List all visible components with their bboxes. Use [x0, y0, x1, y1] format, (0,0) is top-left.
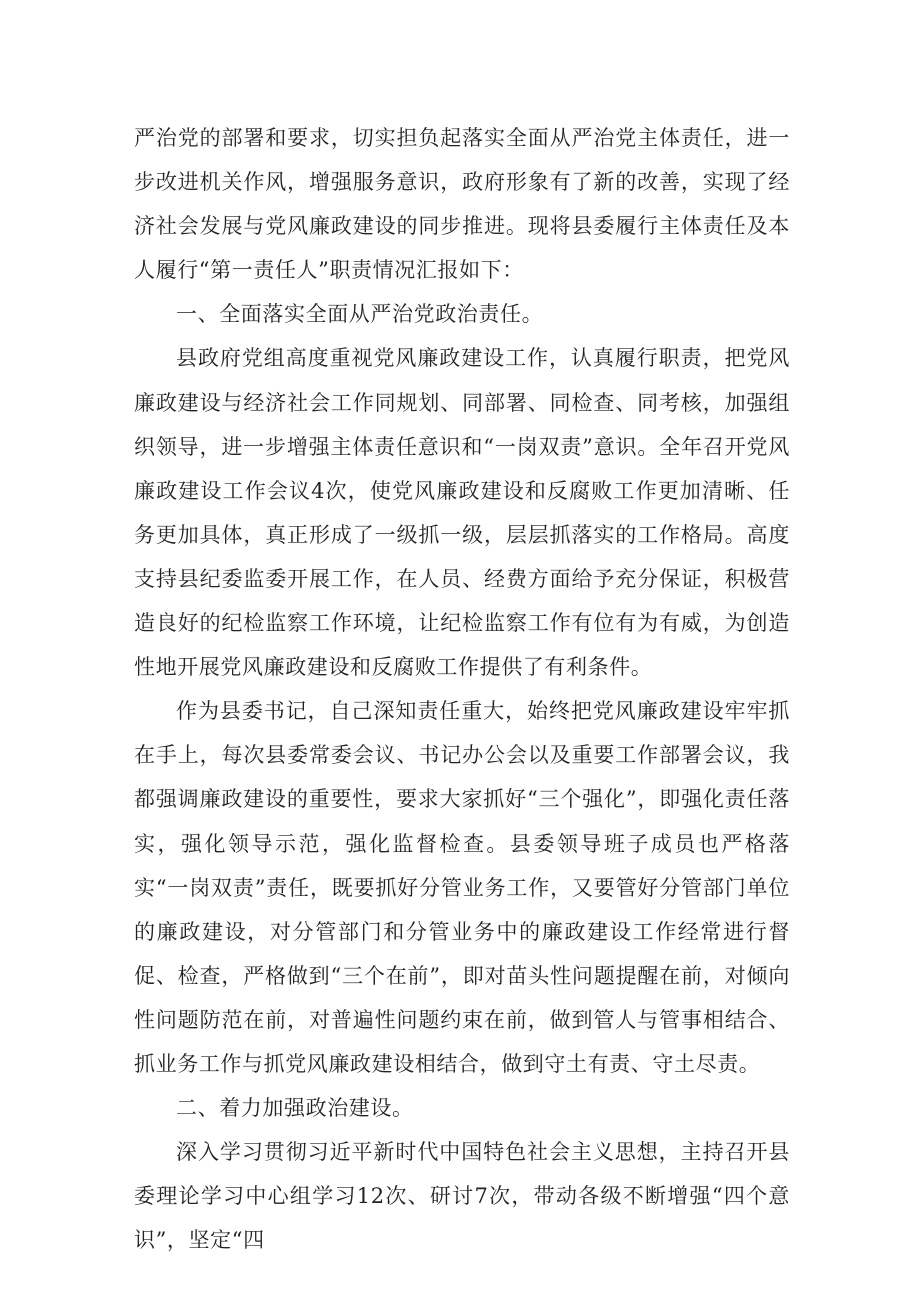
paragraph-continuation: 严治党的部署和要求，切实担负起落实全面从严治党主体责任，进一步改进机关作风，增强服务意识，政府形象有了新的改善，实现了经济社会发展与党风廉政建设的同步推进。现将县委履行主体责任及本人履行“第一责任人”职责情况汇报如下： [134, 126, 790, 283]
section-heading-2: 二、着力加强政治建设。 [176, 1096, 414, 1121]
paragraph-party-group: 县政府党组高度重视党风廉政建设工作，认真履行职责，把党风廉政建设与经济社会工作同规划、同部署、同检查、同考核，加强组织领导，进一步增强主体责任意识和“一岗双责”意识。全年召开党风廉政建设工作会议4次，使党风廉政建设和反腐败工作更加清晰、任务更加具体，真正形成了一级抓一级，层层抓落实的工作格局。高度支持县纪委监委开展工作，在人员、经费方面给予充分保证，积极营造良好的纪检监察工作环境，让纪检监察工作有位有为有威，为创造性地开展党风廉政建设和反腐败工作提供了有利条件。 [134, 346, 790, 680]
section-heading-1: 一、全面落实全面从严治党政治责任。 [176, 302, 544, 327]
paragraph-county-secretary: 作为县委书记，自己深知责任重大，始终把党风廉政建设牢牢抓在手上，每次县委常委会议、书记办公会以及重要工作部署会议，我都强调廉政建设的重要性，要求大家抓好“三个强化”，即强化责任落实，强化领导示范，强化监督检查。县委领导班子成员也严格落实“一岗双责”责任，既要抓好分管业务工作，又要管好分管部门单位的廉政建设，对分管部门和分管业务中的廉政建设工作经常进行督促、检查，严格做到“三个在前”，即对苗头性问题提醒在前，对倾向性问题防范在前，对普遍性问题约束在前，做到管人与管事相结合、抓业务工作与抓党风廉政建设相结合，做到守土有责、守土尽责。 [134, 699, 790, 1076]
document-body [134, 116, 790, 1262]
paragraph-political-study: 深入学习贯彻习近平新时代中国特色社会主义思想，主持召开县委理论学习中心组学习12次、研讨7次，带动各级不断增强“四个意识”，坚定“四 [134, 1140, 790, 1253]
